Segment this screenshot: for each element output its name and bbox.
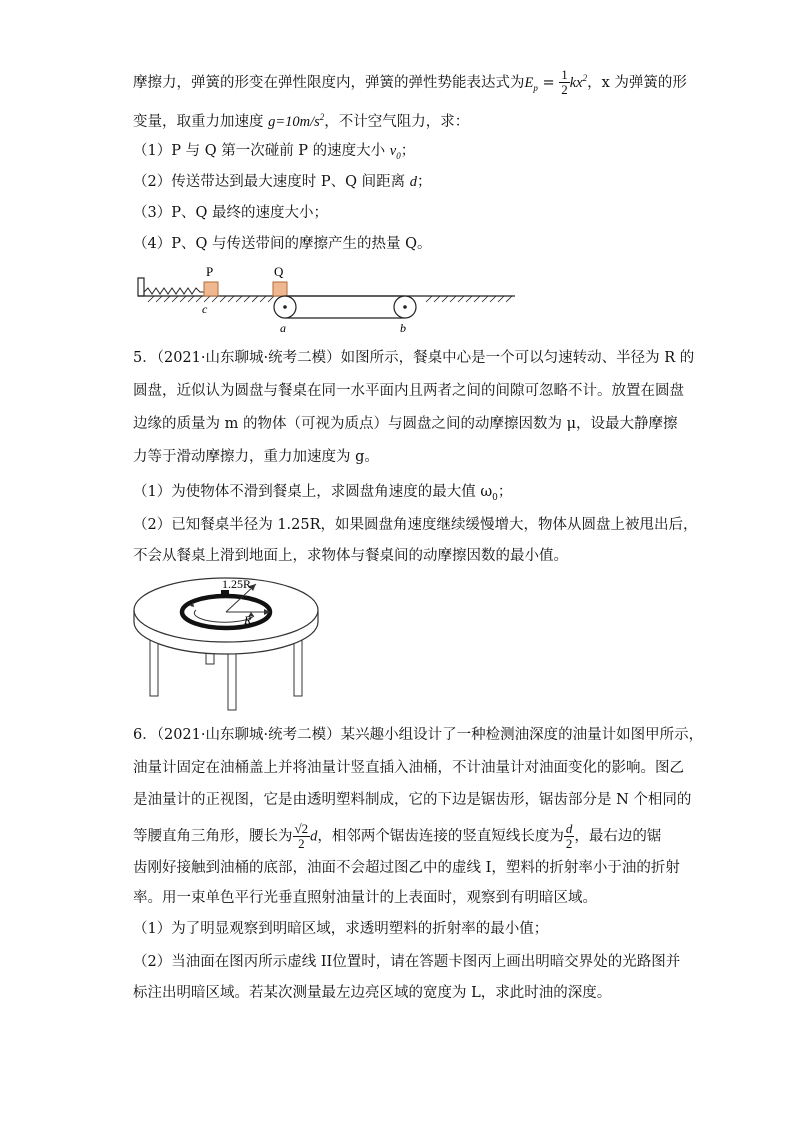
block-p [204,282,218,296]
q6-line-3: 是油量计的正视图，它是由透明塑料制成，它的下边是锯齿形，锯齿部分是 N 个相同的 [133,792,692,808]
label-b: b [400,321,406,335]
half-fraction: $\frac{1}{2}$ [561,67,568,98]
q6-sub-2-line-2: 标注出明暗区域。若某次测量最左边亮区域的宽度为 L，求此时油的深度。 [133,985,612,1001]
conveyor-figure [130,262,520,338]
ep-symbol: $E_p$ [524,74,538,93]
q6-line-4: 等腰直角三角形，腰长为 $\frac{√2}{2}$ d，相邻两个锯齿连接的竖直短线长度为 $\frac{d}{2}$ ，最右边的锯 [133,821,662,851]
q5-line-1: 5．（2021·山东聊城·统考二模）如图所示，餐桌中心是一个可以匀速转动、半径为 R 的 [133,350,695,366]
d-over-2: $\frac{d}{2}$ [565,821,573,851]
q6-line-5: 齿刚好接触到油桶的底部，油面不会超过图乙中的虚线 I，塑料的折射率小于油的折射 [133,860,680,876]
q4-line2-text: 变量，取重力加速度 [133,113,269,130]
q4-line2-end: ，不计空气阻力，求： [324,113,470,130]
q6-line-6: 率。用一束单色平行光垂直照射油量计的上表面时，观察到有明暗区域。 [133,890,597,906]
q4-sub-3: （3）P、Q 最终的速度大小； [133,205,328,221]
q4-sub-4: （4）P、Q 与传送带间的摩擦产生的热量 Q。 [133,236,432,252]
q5-line-4: 力等于滑动摩擦力，重力加速度为 g。 [133,449,379,465]
gravity-value: $g=10m/s^2$ [268,112,325,130]
label-inner-radius: R [244,613,252,627]
sqrt2-over-2: $\frac{√2}{2}$ [294,821,309,851]
ep-rhs: $kx^2$ [569,73,588,91]
q5-line-3: 边缘的质量为 m 的物体（可视为质点）与圆盘之间的动摩擦因数为 μ，设最大静摩擦 [133,416,678,432]
object-block [221,590,229,598]
label-c: c [202,302,208,316]
label-outer-radius: 1.25R [222,577,252,591]
block-q [273,282,287,296]
q6-sub-1: （1）为了明显观察到明暗区域，求透明塑料的折射率的最小值； [133,921,549,937]
table-figure [130,572,320,712]
q4-sub-2: （2）传送带达到最大速度时 P、Q 间距离 d； [133,174,432,190]
q5-line-2: 圆盘，近似认为圆盘与餐桌在同一水平面内且两者之间的间隙可忽略不计。放置在圆盘 [133,383,684,399]
q6-line-1: 6．（2021·山东聊城·统考二模）某兴趣小组设计了一种检测油深度的油量计如图甲所示， [133,727,704,743]
q6-line-2: 油量计固定在油桶盖上并将油量计竖直插入油桶，不计油量计对油面变化的影响。图乙 [133,760,684,776]
label-a: a [280,321,286,335]
equals-sign: = [542,74,555,91]
q4-sub-1: （1）P 与 Q 第一次碰前 P 的速度大小 $v_0$； [133,143,416,161]
q4-line1-text: 摩擦力，弹簧的形变在弹性限度内，弹簧的弹性势能表达式为 [133,74,525,91]
q4-text-line-2 [133,107,469,132]
label-p: P [206,264,214,279]
q5-sub-2-line-1: （2）已知餐桌半径为 1.25R，如果圆盘角速度继续缓慢增大，物体从圆盘上被甩出后， [133,517,698,533]
spring-icon [144,288,204,294]
label-q: Q [274,264,284,279]
q5-sub-2-line-2: 不会从餐桌上滑到地面上，求物体与餐桌间的动摩擦因数的最小值。 [133,548,568,564]
q5-sub-1: （1）为使物体不滑到餐桌上，求圆盘角速度的最大值 $\omega_0$； [133,484,513,503]
q4-text-line-1 [133,68,687,98]
q6-sub-2-line-1: （2）当油面在图丙所示虚线 II位置时，请在答题卡图丙上画出明暗交界处的光路图并 [133,954,681,970]
q4-line1-end: ，x 为弹簧的形 [587,74,687,91]
wall-icon [138,278,144,296]
